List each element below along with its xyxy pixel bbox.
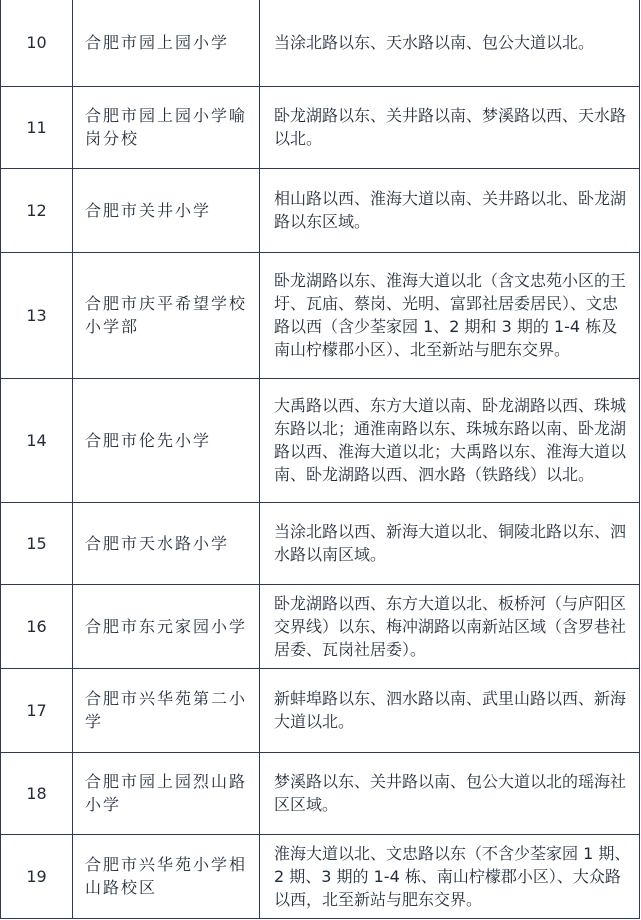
row-number: 11 <box>1 86 73 168</box>
row-number: 14 <box>1 378 73 502</box>
school-name: 合肥市关井小学 <box>73 168 260 252</box>
row-number: 19 <box>1 834 73 918</box>
row-number: 12 <box>1 168 73 252</box>
school-name: 合肥市兴华苑小学相山路校区 <box>73 834 260 918</box>
row-number: 15 <box>1 502 73 584</box>
table-row <box>1 834 640 918</box>
table-row <box>1 378 640 502</box>
district-area: 当涂北路以西、新海大道以北、铜陵北路以东、泗水路以南区域。 <box>260 502 640 584</box>
table-row <box>1 252 640 378</box>
school-name: 合肥市庆平希望学校小学部 <box>73 252 260 378</box>
table-row <box>1 584 640 668</box>
school-name: 合肥市兴华苑第二小学 <box>73 668 260 752</box>
school-name: 合肥市园上园小学 <box>73 0 260 86</box>
table-row <box>1 0 640 86</box>
table-row <box>1 86 640 168</box>
district-area: 卧龙湖路以东、关井路以南、梦溪路以西、天水路以北。 <box>260 86 640 168</box>
district-area: 当涂北路以东、天水路以南、包公大道以北。 <box>260 0 640 86</box>
school-name: 合肥市东元家园小学 <box>73 584 260 668</box>
table-row <box>1 502 640 584</box>
district-area: 梦溪路以东、关井路以南、包公大道以北的瑶海社区区域。 <box>260 752 640 834</box>
district-area: 大禹路以西、东方大道以南、卧龙湖路以西、珠城东路以北；通淮南路以东、珠城东路以南、卧龙湖路以西、淮海大道以北；大禹路以东、淮海大道以南、卧龙湖路以西、泗水路（铁路线）以北。 <box>260 378 640 502</box>
school-name: 合肥市天水路小学 <box>73 502 260 584</box>
district-area: 卧龙湖路以西、东方大道以北、板桥河（与庐阳区交界线）以东、梅冲湖路以南新站区域（含罗巷社居委、瓦岗社居委）。 <box>260 584 640 668</box>
table-row <box>1 168 640 252</box>
school-name: 合肥市伦先小学 <box>73 378 260 502</box>
row-number: 13 <box>1 252 73 378</box>
table-row <box>1 752 640 834</box>
district-area: 相山路以西、淮海大道以南、关井路以北、卧龙湖路以东区域。 <box>260 168 640 252</box>
table-row <box>1 668 640 752</box>
row-number: 18 <box>1 752 73 834</box>
district-area: 淮海大道以北、文忠路以东（不含少荃家园 1 期、2 期、3 期的 1-4 栋、南山柠檬郡小区）、大众路以西，北至新站与肥东交界。 <box>260 834 640 918</box>
school-name: 合肥市园上园小学喻岗分校 <box>73 86 260 168</box>
district-area: 卧龙湖路以东、淮海大道以北（含文忠苑小区的王圩、瓦庙、蔡岗、光明、富郢社居委居民）、文忠路以西（含少荃家园 1、2 期和 3 期的 1-4 栋及南山柠檬郡小区）、北至新站与肥东交界。 <box>260 252 640 378</box>
row-number: 16 <box>1 584 73 668</box>
row-number: 10 <box>1 0 73 86</box>
district-area: 新蚌埠路以东、泗水路以南、武里山路以西、新海大道以北。 <box>260 668 640 752</box>
school-name: 合肥市园上园烈山路小学 <box>73 752 260 834</box>
row-number: 17 <box>1 668 73 752</box>
